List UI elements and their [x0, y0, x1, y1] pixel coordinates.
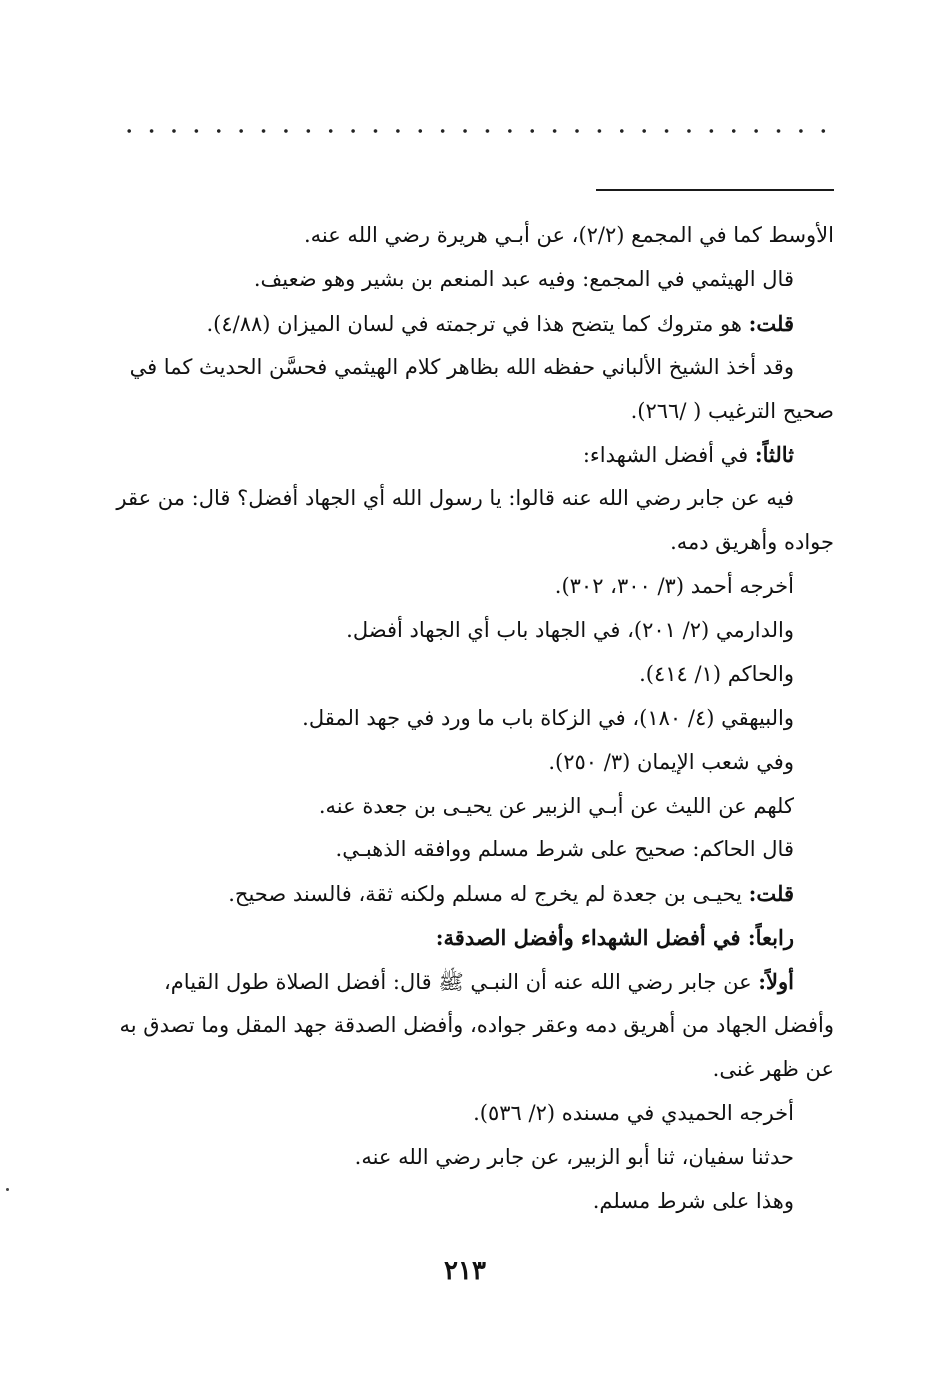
text-line: فيه عن جابر رضي الله عنه قالوا: يا رسول الله أي الجهاد أفضل؟ قال: من عقر	[116, 486, 794, 511]
text-line: والبيهقي (٤/ ١٨٠)، في الزكاة باب ما ورد في جهد المقل.	[302, 705, 794, 730]
line-lead: قلت:	[748, 881, 794, 907]
line-lead: قلت:	[748, 310, 794, 336]
text-line: كلهم عن الليث عن أبـي الزبير عن يحيـى بن جعدة عنه.	[318, 793, 794, 818]
text-line: جواده وأهريق دمه.	[670, 530, 834, 555]
section-heading	[108, 916, 834, 960]
text-line: أولاً: عن جابر رضي الله عنه أن النبـي ﷺ قال: أفضل الصلاة طول القيام،	[164, 969, 794, 995]
text-line: قلت: يحيـى بن جعدة لم يخرج له مسلم ولكنه ثقة، فالسند صحيح.	[228, 881, 794, 907]
text-line: أخرجه أحمد (٣/ ٣٠٠، ٣٠٢).	[554, 574, 794, 599]
line-lead: رابعاً: في أفضل الشهداء وأفضل الصدقة:	[435, 925, 794, 951]
page-number: ٢١٣	[444, 1256, 486, 1286]
text-line: الأوسط كما في المجمع (٢/٢)، عن أبـي هريرة رضي الله عنه.	[303, 223, 834, 247]
text-line: قال الحاكم: صحيح على شرط مسلم ووافقه الذهبـي.	[335, 837, 794, 862]
text-line: وقد أخذ الشيخ الألباني حفظه الله بظاهر كلام الهيثمي فحسَّن الحديث كما في	[129, 354, 794, 379]
text-line: قال الهيثمي في المجمع: وفيه عبد المنعم بن بشير وهو ضعيف.	[253, 266, 794, 291]
text-line: والحاكم (١/ ٤١٤).	[639, 661, 794, 686]
dotted-separator	[118, 128, 834, 134]
line-lead: أولاً:	[758, 969, 794, 995]
scan-speck	[6, 1188, 9, 1191]
footnote-text	[108, 214, 834, 1223]
text-line: والدارمي (٢/ ٢٠١)، في الجهاد باب أي الجهاد أفضل.	[346, 618, 794, 643]
text-line: قلت: هو متروك كما يتضح هذا في ترجمته في لسان الميزان (٤/٨٨).	[206, 310, 794, 336]
text-line: وهذا على شرط مسلم.	[592, 1188, 794, 1213]
text-line: أخرجه الحميدي في مسنده (٢/ ٥٣٦).	[473, 1100, 794, 1125]
text-line: صحيح الترغيب ( /٢٦٦).	[630, 398, 834, 423]
line-lead: ثالثاً:	[754, 442, 794, 468]
text-line: وفي شعب الإيمان (٣/ ٢٥٠).	[548, 749, 794, 774]
footnote-rule	[596, 189, 834, 191]
text-line: حدثنا سفيان، ثنا أبو الزبير، عن جابر رضي الله عنه.	[354, 1144, 794, 1169]
text-line: وأفضل الجهاد من أهريق دمه وعقر جواده، وأفضل الصدقة جهد المقل وما تصدق به	[119, 1013, 834, 1038]
section-heading: ثالثاً: في أفضل الشهداء:	[582, 442, 794, 468]
text-line: عن ظهر غنى.	[712, 1056, 834, 1081]
